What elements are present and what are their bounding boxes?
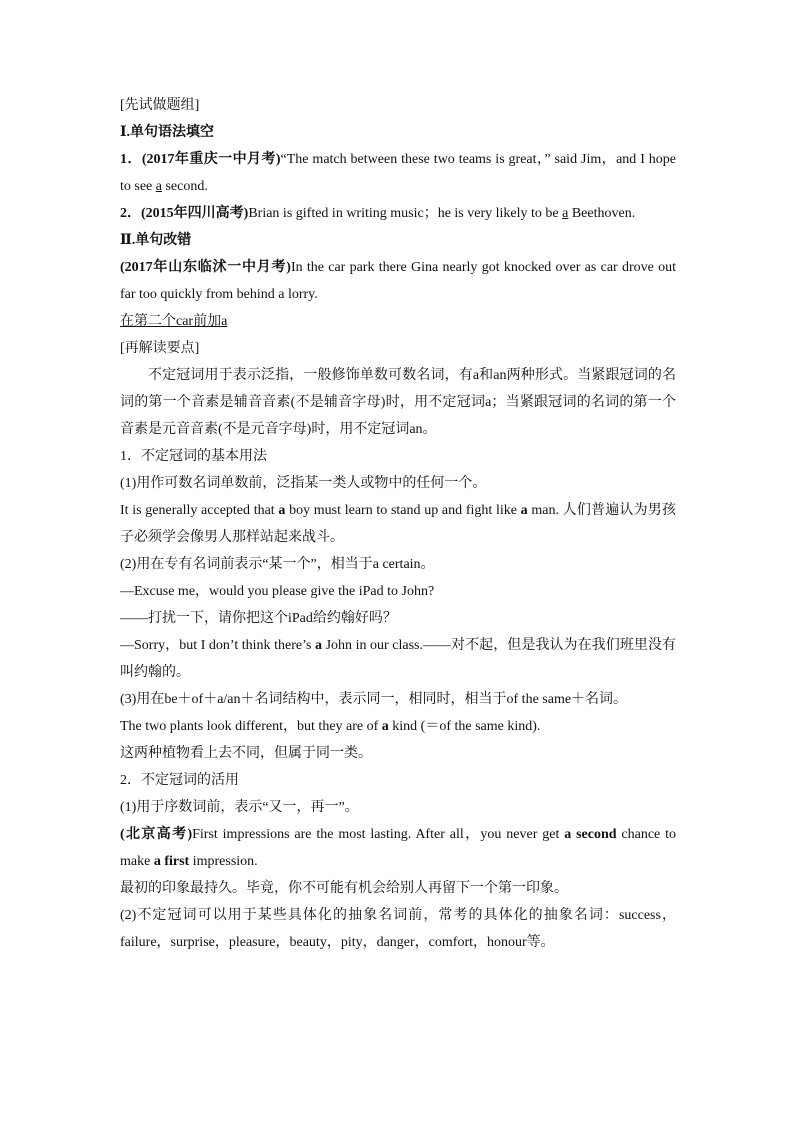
basic-usage-point-1: (1)用作可数名词单数前，泛指某一类人或物中的任何一个。 [120,476,487,491]
question-1-number: 1． [120,152,142,167]
flexible-usage-point-1: (1)用于序数词前，表示“又一，再一”。 [120,800,359,815]
basic-usage-heading: 1．不定冠词的基本用法 [120,449,267,464]
flexible-example-1: (北京高考)First impressions are the most lasting. After all，you never get a second chance to make a first impression. [120,827,676,869]
question-2-number: 2． [120,206,141,221]
question-1: 1．(2017年重庆一中月考)“The match between these two teams is great，” said Jim，and I hope to see a second. [120,152,676,194]
question-3-source: (2017年山东临沭一中月考) [120,260,291,275]
basic-example-2-line2: ——打扰一下，请你把这个iPad给约翰好吗？ [120,611,397,626]
flexible-usage-heading: 2．不定冠词的活用 [120,773,239,788]
question-2: 2．(2015年四川高考)Brian is gifted in writing music；he is very likely to be a Beethoven. [120,206,636,221]
question-2-source: (2015年四川高考) [141,206,249,221]
question-1-source: (2017年重庆一中月考) [141,152,281,167]
question-2-answer: a [562,206,569,221]
section-part1-heading: Ⅰ.单句语法填空 [120,125,215,140]
section-rereading: [再解读要点] [120,341,200,356]
flexible-usage-point-2: (2)不定冠词可以用于某些具体化的抽象名词前，常考的具体化的抽象名词：success，failure，surprise，pleasure，beauty，pity，danger，comfort，honour等。 [120,908,676,950]
document-page [120,92,676,956]
intro-paragraph: 不定冠词用于表示泛指，一般修饰单数可数名词，有a和an两种形式。当紧跟冠词的名词的第一个音素是辅音音素(不是辅音字母)时，用不定冠词a；当紧跟冠词的名词的第一个音素是元音音素(不是元音字母)时，用不定冠词an。 [120,368,676,437]
basic-usage-point-3: (3)用在be＋of＋a/an＋名词结构中，表示同一，相同时，相当于of the same＋名词。 [120,692,628,707]
section-part2-heading: Ⅱ.单句改错 [120,233,192,248]
question-3: (2017年山东临沭一中月考)In the car park there Gina nearly got knocked over as car drove out far too quickly from behind a lorry. [120,260,676,302]
question-3-answer: 在第二个car前加a [120,314,228,329]
question-3-text: In the car park there Gina nearly got knocked over as car [290,260,618,275]
flexible-example-1-translation: 最初的印象最持久。毕竟，你不可能有机会给别人再留下一个第一印象。 [120,881,568,896]
basic-example-1: It is generally accepted that a boy must learn to stand up and fight like a man. 人们普遍认为男孩子必须学会像男人那样站起来战斗。 [120,503,677,545]
basic-example-2-line3: —Sorry，but I don’t think there’s a John in our class.——对不起，但是我认为在我们班里没有叫约翰的。 [120,638,677,680]
question-2-text: Brian is gifted in writing music；he is very likely to be [248,206,563,221]
basic-example-3: The two plants look different，but they are of a kind (＝of the same kind). [120,719,541,734]
section-pre-practice: [先试做题组] [120,98,200,113]
question-1-text: “The match between these two teams is great，” said [280,152,578,167]
question-1-answer: a [155,179,162,194]
basic-usage-point-2: (2)用在专有名词前表示“某一个”，相当于a certain。 [120,557,435,572]
basic-example-3-translation: 这两种植物看上去不同，但属于同一类。 [120,746,372,761]
basic-example-2-line1: —Excuse me，would you please give the iPad to John? [120,584,435,599]
